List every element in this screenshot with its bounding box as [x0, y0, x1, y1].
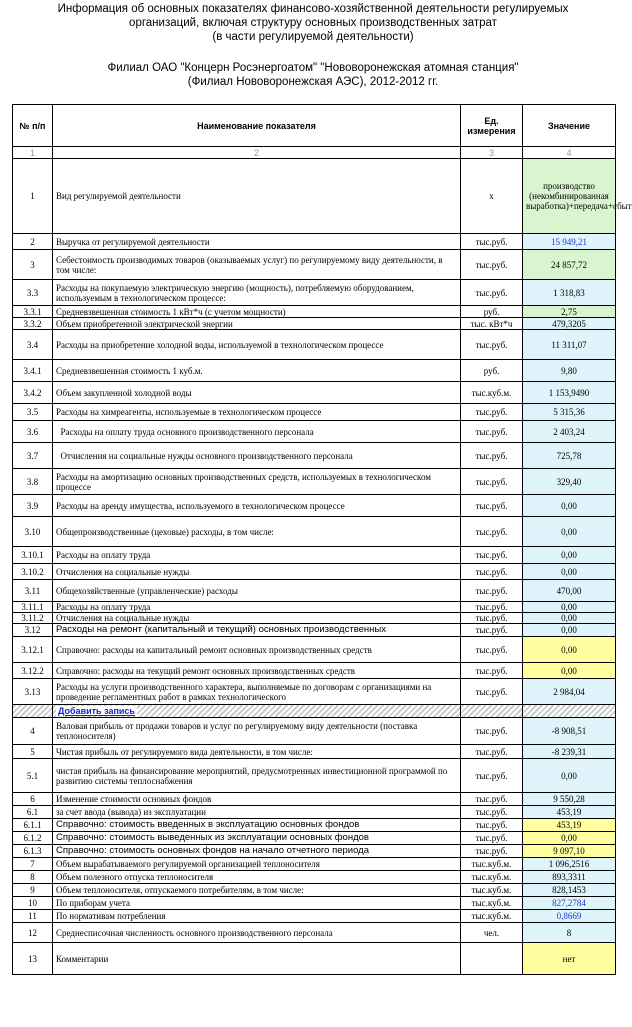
- row-number: 3.3: [13, 280, 53, 306]
- row-number: 6: [13, 793, 53, 806]
- row-number: 6.1.1: [13, 819, 53, 832]
- row-name: Валовая прибыль от продажи товаров и услуг по регулируемому виду деятельности (поставка теплоносителя): [53, 718, 461, 745]
- cost-rows: [13, 159, 632, 705]
- row-number: 3.10: [13, 517, 53, 547]
- row-unit: тыс.куб.м.: [461, 382, 523, 404]
- table-row: [13, 871, 616, 884]
- row-value[interactable]: 0,8669: [523, 910, 616, 923]
- row-value[interactable]: -8 908,51: [523, 718, 616, 745]
- add-record-link[interactable]: Добавить запись: [58, 706, 135, 716]
- row-value[interactable]: 0,00: [523, 517, 616, 547]
- row-name: Объем приобретенной электрической энергии: [53, 318, 461, 330]
- row-number: 8: [13, 871, 53, 884]
- row-number: 3.4.2: [13, 382, 53, 404]
- row-name: Отчисления на социальные нужды: [53, 564, 461, 580]
- row-name: Объем закупленной холодной воды: [53, 382, 461, 404]
- table-row: [13, 745, 616, 759]
- row-unit: тыс.руб.: [461, 745, 523, 759]
- row-value[interactable]: 0,00: [523, 602, 616, 613]
- row-unit: руб.: [461, 306, 523, 318]
- row-number: 3.12.2: [13, 663, 53, 679]
- column-index: 2: [53, 147, 461, 159]
- table-row: [13, 858, 616, 871]
- column-header-num: № п/п: [13, 105, 53, 147]
- row-name: Расходы на ремонт (капитальный и текущий) основных производственных: [53, 624, 461, 637]
- row-value[interactable]: 0,00: [523, 564, 616, 580]
- table-row: [13, 897, 616, 910]
- row-number: 13: [13, 943, 53, 975]
- column-header-unit: Ед. измерения: [461, 105, 523, 147]
- row-number: 7: [13, 858, 53, 871]
- row-number: 6.1: [13, 806, 53, 819]
- row-value[interactable]: 0,00: [523, 495, 616, 517]
- row-unit: тыс.руб.: [461, 469, 523, 495]
- row-name: Общехозяйственные (управленческие) расходы: [53, 580, 461, 602]
- table-row: [13, 564, 616, 580]
- row-value[interactable]: 9 097,10: [523, 845, 616, 858]
- organization-line: (Филиал Нововоронежская АЭС), 2012-2012 гг.: [187, 76, 439, 88]
- table-row: [13, 443, 616, 469]
- row-unit: тыс.руб.: [461, 793, 523, 806]
- row-value[interactable]: 0,00: [523, 832, 616, 845]
- row-unit: тыс.руб.: [461, 330, 523, 360]
- row-name: Расходы на амортизацию основных производственных средств, используемых в технологическом процессе: [53, 469, 461, 495]
- table-row: [13, 832, 616, 845]
- row-unit: тыс.куб.м.: [461, 858, 523, 871]
- row-number: 3.9: [13, 495, 53, 517]
- row-value[interactable]: 0,00: [523, 637, 616, 663]
- table-row: [13, 580, 616, 602]
- row-unit: тыс.руб.: [461, 718, 523, 745]
- row-value[interactable]: 15 949,21: [523, 234, 616, 250]
- row-name: По нормативам потребления: [53, 910, 461, 923]
- row-name: Вид регулируемой деятельности: [53, 159, 461, 234]
- row-number: 3.4: [13, 330, 53, 360]
- column-header-value: Значение: [523, 105, 616, 147]
- row-unit: чел.: [461, 923, 523, 943]
- row-number: 12: [13, 923, 53, 943]
- row-unit: тыс.руб.: [461, 564, 523, 580]
- row-unit: тыс.руб.: [461, 613, 523, 624]
- row-number: 3.13: [13, 679, 53, 705]
- row-name: Средневзвешенная стоимость 1 кВт*ч (с учетом мощности): [53, 306, 461, 318]
- row-value[interactable]: 0,00: [523, 547, 616, 564]
- row-value[interactable]: 1 318,83: [523, 280, 616, 306]
- row-unit: тыс.руб.: [461, 819, 523, 832]
- report-title-line: (в части регулируемой деятельности): [212, 31, 414, 43]
- row-unit: тыс.руб.: [461, 845, 523, 858]
- row-name: Отчисления на социальные нужды: [53, 613, 461, 624]
- row-number: 6.1.2: [13, 832, 53, 845]
- row-name: Расходы на оплату труда основного производственного персонала: [53, 421, 461, 443]
- table-row: [13, 793, 616, 806]
- row-value[interactable]: 0,00: [523, 613, 616, 624]
- row-value[interactable]: 827,2784: [523, 897, 616, 910]
- row-unit: тыс.руб.: [461, 679, 523, 705]
- column-index: 4: [523, 147, 616, 159]
- row-name: Средневзвешенная стоимость 1 куб.м.: [53, 360, 461, 382]
- row-number: 3.11.2: [13, 613, 53, 624]
- row-name: Справочно: расходы на текущий ремонт основных производственных средств: [53, 663, 461, 679]
- table-row: [13, 613, 616, 624]
- row-value[interactable]: производство (некомбинированная выработка)+передача+сбыт: [523, 159, 616, 234]
- result-rows: [13, 718, 616, 975]
- organization-name: [0, 61, 626, 89]
- table-row: [13, 306, 616, 318]
- add-record-row: [13, 705, 616, 718]
- table-row: [13, 495, 616, 517]
- row-name: Общепроизводственные (цеховые) расходы, в том числе:: [53, 517, 461, 547]
- row-number: 3: [13, 250, 53, 280]
- table-row: [13, 624, 616, 637]
- row-name: Выручка от регулируемой деятельности: [53, 234, 461, 250]
- row-unit: тыс.куб.м.: [461, 897, 523, 910]
- table-row: [13, 806, 616, 819]
- row-value[interactable]: 2 984,04: [523, 679, 616, 705]
- row-unit: тыс.куб.м.: [461, 884, 523, 897]
- row-value[interactable]: 0,00: [523, 759, 616, 793]
- row-unit: тыс.руб.: [461, 759, 523, 793]
- row-name: Расходы на оплату труда: [53, 547, 461, 564]
- row-value[interactable]: нет: [523, 943, 616, 975]
- row-unit: [461, 943, 523, 975]
- row-number: 3.10.2: [13, 564, 53, 580]
- row-name: Справочно: расходы на капитальный ремонт основных производственных средств: [53, 637, 461, 663]
- report-title-line: организаций, включая структуру основных производственных затрат: [129, 17, 497, 29]
- table-row: [13, 943, 616, 975]
- row-name: Объем теплоносителя, отпускаемого потребителям, в том числе:: [53, 884, 461, 897]
- row-unit: тыс.руб.: [461, 832, 523, 845]
- row-unit: тыс.руб.: [461, 637, 523, 663]
- row-name: По приборам учета: [53, 897, 461, 910]
- row-value[interactable]: 725,78: [523, 443, 616, 469]
- table-row: [13, 547, 616, 564]
- row-value[interactable]: 2 403,24: [523, 421, 616, 443]
- row-number: 3.12.1: [13, 637, 53, 663]
- row-unit: тыс.руб.: [461, 421, 523, 443]
- row-value[interactable]: 329,40: [523, 469, 616, 495]
- table-row: [13, 517, 616, 547]
- row-unit: тыс. кВт*ч: [461, 318, 523, 330]
- row-unit: тыс.руб.: [461, 234, 523, 250]
- row-unit: х: [461, 159, 523, 234]
- row-unit: тыс.руб.: [461, 404, 523, 421]
- row-unit: тыс.руб.: [461, 580, 523, 602]
- table-row: [13, 330, 616, 360]
- row-unit: тыс.руб.: [461, 806, 523, 819]
- row-value[interactable]: 453,19: [523, 819, 616, 832]
- row-unit: тыс.руб.: [461, 443, 523, 469]
- row-value[interactable]: 8: [523, 923, 616, 943]
- column-index: 3: [461, 147, 523, 159]
- row-value[interactable]: 453,19: [523, 806, 616, 819]
- row-unit: тыс.руб.: [461, 495, 523, 517]
- table-row: [13, 602, 616, 613]
- row-name: Отчисления на социальные нужды основного производственного персонала: [53, 443, 461, 469]
- row-value[interactable]: 828,1453: [523, 884, 616, 897]
- table-row: [13, 360, 616, 382]
- row-number: 4: [13, 718, 53, 745]
- table-row: [13, 404, 616, 421]
- row-number: 3.7: [13, 443, 53, 469]
- table-row: [13, 234, 616, 250]
- row-value[interactable]: 1 153,9490: [523, 382, 616, 404]
- row-unit: тыс.руб.: [461, 602, 523, 613]
- organization-line: Филиал ОАО "Концерн Росэнергоатом" "Нововоронежская атомная станция": [107, 62, 519, 74]
- row-number: 3.3.1: [13, 306, 53, 318]
- table-row: [13, 819, 616, 832]
- table-row: [13, 884, 616, 897]
- row-value[interactable]: 9 550,28: [523, 793, 616, 806]
- table-row: [13, 718, 616, 745]
- row-number: 6.1.3: [13, 845, 53, 858]
- row-name: Справочно: стоимость введенных в эксплуатацию основных фондов: [53, 819, 461, 832]
- row-number: 3.5: [13, 404, 53, 421]
- report-title-line: Информация об основных показателях финансово-хозяйственной деятельности регулируемых: [57, 3, 569, 15]
- table-row: [13, 637, 616, 663]
- table-row: [13, 280, 616, 306]
- row-name: Расходы на приобретение холодной воды, используемой в технологическом процессе: [53, 330, 461, 360]
- row-unit: тыс.руб.: [461, 663, 523, 679]
- row-value[interactable]: 479,3205: [523, 318, 616, 330]
- table-row: [13, 382, 616, 404]
- table-row: [13, 159, 616, 234]
- table-row: [13, 250, 616, 280]
- row-value[interactable]: 470,00: [523, 580, 616, 602]
- row-unit: тыс.куб.м.: [461, 910, 523, 923]
- row-value[interactable]: 9,80: [523, 360, 616, 382]
- row-number: 3.11.1: [13, 602, 53, 613]
- row-value[interactable]: 24 857,72: [523, 250, 616, 280]
- row-unit: тыс.куб.м.: [461, 871, 523, 884]
- table-row: [13, 845, 616, 858]
- row-number: 2: [13, 234, 53, 250]
- row-number: 9: [13, 884, 53, 897]
- row-name: Расходы на покупаемую электрическую энергию (мощность), потребляемую оборудованием, используемым в технологическом процессе:: [53, 280, 461, 306]
- row-name: Расходы на оплату труда: [53, 602, 461, 613]
- row-value[interactable]: 893,3311: [523, 871, 616, 884]
- row-name: Изменение стоимости основных фондов: [53, 793, 461, 806]
- row-name: Чистая прибыль от регулируемого вида деятельности, в том числе:: [53, 745, 461, 759]
- row-number: 3.11: [13, 580, 53, 602]
- row-value[interactable]: 0,00: [523, 624, 616, 637]
- row-name: Расходы на услуги производственного характера, выполняемые по договорам с организациями на проведение регламентных работ в рамках технологического: [53, 679, 461, 705]
- table-row: [13, 679, 616, 705]
- column-header-name: Наименование показателя: [53, 105, 461, 147]
- row-value[interactable]: -8 239,31: [523, 745, 616, 759]
- row-value[interactable]: 5 315,36: [523, 404, 616, 421]
- row-unit: тыс.руб.: [461, 517, 523, 547]
- table-row: [13, 663, 616, 679]
- row-name: Среднесписочная численность основного производственного персонала: [53, 923, 461, 943]
- column-index: 1: [13, 147, 53, 159]
- report-title: [0, 2, 626, 44]
- row-value[interactable]: 0,00: [523, 663, 616, 679]
- table-row: [13, 759, 616, 793]
- indicators-table: [12, 104, 632, 975]
- row-number: 3.6: [13, 421, 53, 443]
- row-name: Справочно: стоимость основных фондов на начало отчетного периода: [53, 845, 461, 858]
- row-number: 3.8: [13, 469, 53, 495]
- row-number: 10: [13, 897, 53, 910]
- row-name: за счет ввода (вывода) из эксплуатации: [53, 806, 461, 819]
- row-name: Расходы на аренду имущества, используемого в технологическом процессе: [53, 495, 461, 517]
- row-name: чистая прибыль на финансирование мероприятий, предусмотренных инвестиционной программой по развитию системы теплоснабжения: [53, 759, 461, 793]
- row-unit: тыс.руб.: [461, 280, 523, 306]
- row-number: 1: [13, 159, 53, 234]
- row-unit: тыс.руб.: [461, 624, 523, 637]
- row-name: Объем вырабатываемого регулируемой организацией теплоносителя: [53, 858, 461, 871]
- row-number: 11: [13, 910, 53, 923]
- row-name: Объем полезного отпуска теплоносителя: [53, 871, 461, 884]
- row-name: Себестоимость производимых товаров (оказываемых услуг) по регулируемому виду деятельности, в том числе:: [53, 250, 461, 280]
- table-row: [13, 421, 616, 443]
- row-value[interactable]: 11 311,07: [523, 330, 616, 360]
- table-row: [13, 469, 616, 495]
- row-unit: тыс.руб.: [461, 250, 523, 280]
- table-row: [13, 318, 616, 330]
- row-number: 3.4.1: [13, 360, 53, 382]
- table-row: [13, 923, 616, 943]
- row-name: Расходы на химреагенты, используемые в технологическом процессе: [53, 404, 461, 421]
- row-number: 5: [13, 745, 53, 759]
- row-number: 3.3.2: [13, 318, 53, 330]
- row-number: 3.12: [13, 624, 53, 637]
- row-value[interactable]: 2,75: [523, 306, 616, 318]
- row-name: Комментарии: [53, 943, 461, 975]
- row-number: 5.1: [13, 759, 53, 793]
- row-unit: тыс.руб.: [461, 547, 523, 564]
- table-row: [13, 910, 616, 923]
- row-number: 3.10.1: [13, 547, 53, 564]
- row-name: Справочно: стоимость выведенных из эксплуатации основных фондов: [53, 832, 461, 845]
- row-unit: руб.: [461, 360, 523, 382]
- row-value[interactable]: 1 096,2516: [523, 858, 616, 871]
